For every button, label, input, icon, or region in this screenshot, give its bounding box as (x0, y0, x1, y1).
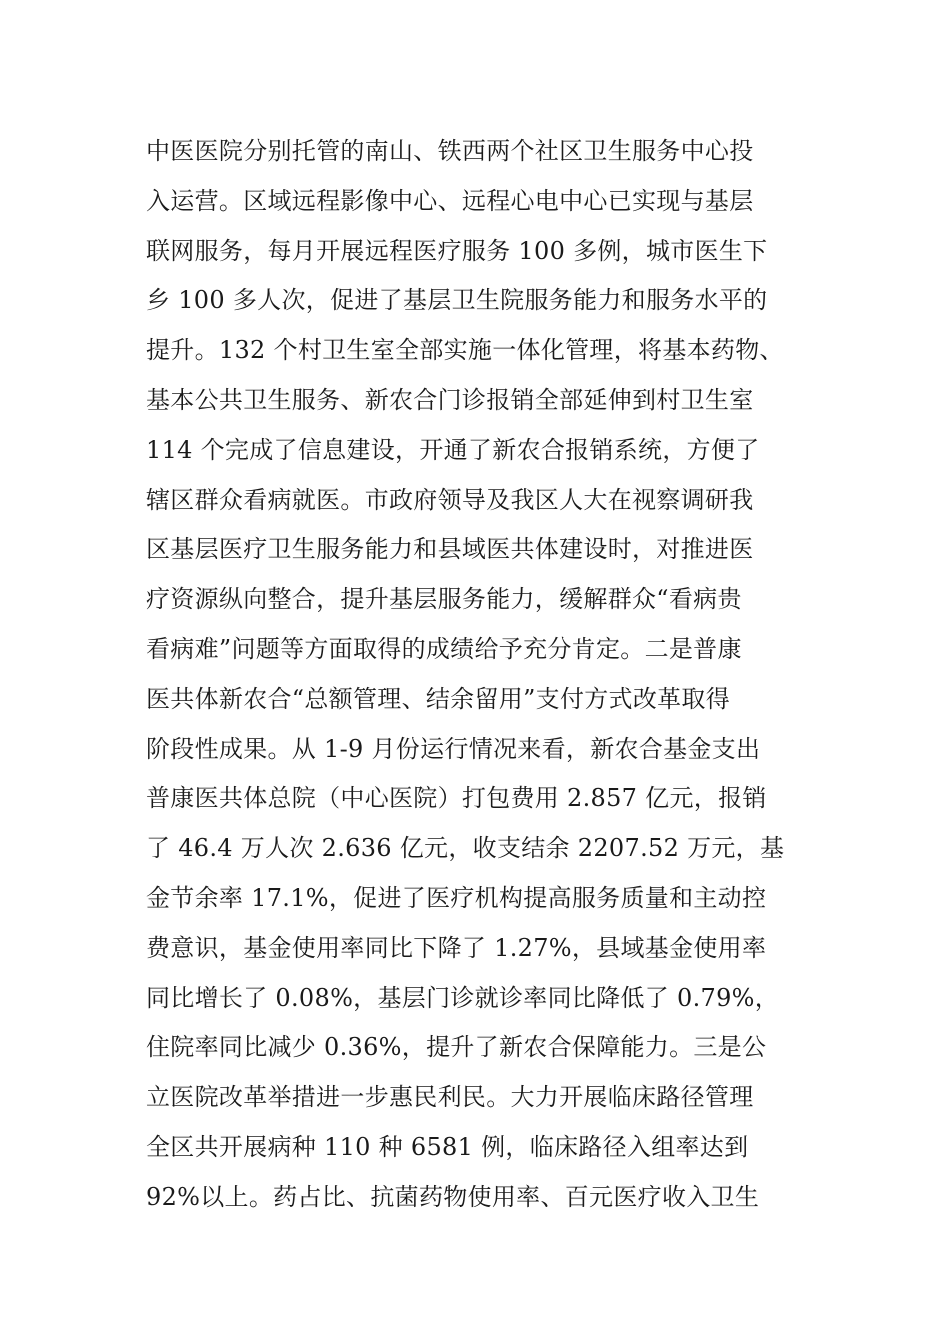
text-line: 基本公共卫生服务、新农合门诊报销全部延伸到村卫生室 (146, 385, 754, 414)
text-line: 普康医共体总院（中心医院）打包费用 2.857 亿元，报销 (146, 784, 767, 813)
text-line: 区基层医疗卫生服务能力和县域医共体建设时，对推进医 (146, 535, 754, 564)
text-line: 114 个完成了信息建设，开通了新农合报销系统，方便了 (146, 435, 760, 464)
text-line: 阶段性成果。从 1-9 月份运行情况来看，新农合基金支出 (146, 734, 761, 763)
text-line: 看病难”问题等方面取得的成绩给予充分肯定。二是普康 (146, 634, 742, 663)
body-text (146, 127, 826, 1223)
text-line: 中医医院分别托管的南山、铁西两个社区卫生服务中心投 (146, 137, 754, 165)
text-line: 了 46.4 万人次 2.636 亿元，收支结余 2207.52 万元，基 (146, 834, 785, 863)
text-line: 92%以上。药占比、抗菌药物使用率、百元医疗收入卫生 (146, 1182, 760, 1211)
text-line: 全区共开展病种 110 种 6581 例，临床路径入组率达到 (146, 1132, 749, 1161)
text-line: 入运营。区域远程影像中心、远程心电中心已实现与基层 (146, 186, 754, 215)
text-line: 医共体新农合“总额管理、结余留用”支付方式改革取得 (146, 684, 731, 713)
text-line: 立医院改革举措进一步惠民利民。大力开展临床路径管理 (146, 1083, 754, 1112)
text-line: 住院率同比减少 0.36%，提升了新农合保障能力。三是公 (146, 1033, 767, 1062)
text-line: 疗资源纵向整合，提升基层服务能力，缓解群众“看病贵 (146, 585, 742, 614)
text-line: 同比增长了 0.08%，基层门诊就诊率同比降低了 0.79%， (146, 983, 780, 1012)
text-line: 金节余率 17.1%，促进了医疗机构提高服务质量和主动控 (146, 883, 767, 912)
text-line: 辖区群众看病就医。市政府领导及我区人大在视察调研我 (146, 485, 754, 514)
text-line: 费意识，基金使用率同比下降了 1.27%，县域基金使用率 (146, 933, 767, 962)
text-line: 联网服务，每月开展远程医疗服务 100 多例，城市医生下 (146, 236, 768, 265)
text-line: 乡 100 多人次，促进了基层卫生院服务能力和服务水平的 (146, 286, 768, 315)
text-line: 提升。132 个村卫生室全部实施一体化管理，将基本药物、 (146, 336, 784, 365)
